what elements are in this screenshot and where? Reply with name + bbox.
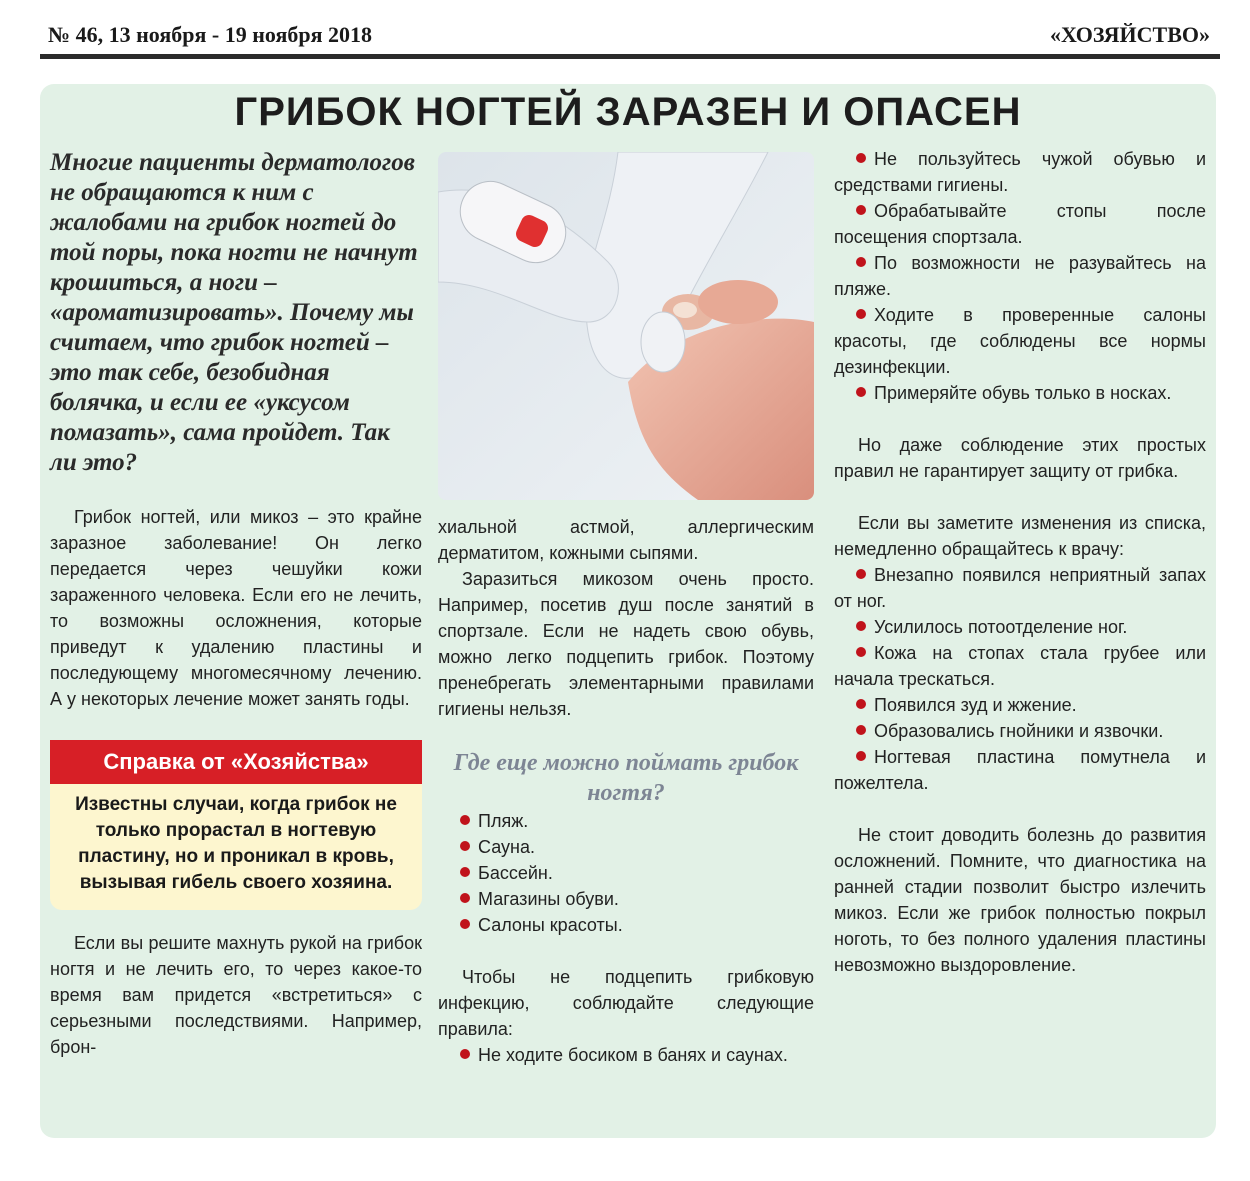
bullet-icon [460, 815, 470, 825]
rules-list-cont [834, 146, 1206, 406]
bullet-icon [460, 867, 470, 877]
bullet-icon [856, 751, 866, 761]
places-subhead: Где еще можно поймать грибок ногтя? [453, 750, 799, 806]
paragraph: Если вы заметите изменения из списка, немедленно обращайтесь к врачу: [834, 513, 1206, 559]
list-item: Усилилось потоотделение ног. [834, 614, 1206, 640]
list-item: Магазины обуви. [438, 886, 814, 912]
infobox-text: Известны случаи, когда грибок не только прорастал в ногтевую пластину, но и проникал в кровь, вызывая гибель своего хозяина. [50, 784, 422, 910]
bullet-icon [856, 387, 866, 397]
bullet-icon [460, 893, 470, 903]
list-item: Не ходите босиком в банях и саунах. [438, 1042, 814, 1068]
bullet-icon [856, 309, 866, 319]
issue-info: № 46, 13 ноября - 19 ноября 2018 [48, 22, 373, 47]
article-headline: ГРИБОК НОГТЕЙ ЗАРАЗЕН И ОПАСЕН [234, 90, 1022, 134]
paragraph: Если вы решите махнуть рукой на грибок ногтя и не лечить его, то через какое-то время вам придется «встретиться» с серьезными последствиями. Например, брон- [50, 933, 422, 1057]
list-item: Образовались гнойники и язвочки. [834, 718, 1206, 744]
list-item: Внезапно появился неприятный запах от ног. [834, 565, 1206, 611]
bullet-icon [856, 647, 866, 657]
list-item: Салоны красоты. [438, 912, 814, 938]
paragraph: Но даже соблюдение этих простых правил не гарантирует защиту от грибка. [834, 435, 1206, 481]
bullet-icon [460, 841, 470, 851]
list-item: Ногтевая пластина помутнела и пожелтела. [834, 747, 1206, 793]
list-item: Появился зуд и жжение. [834, 692, 1206, 718]
newspaper-header [40, 14, 1220, 59]
paragraph: Не стоит доводить болезнь до развития осложнений. Помните, что диагностика на ранней стадии позволит быстро излечить микоз. Если же грибок полностью покрыл ноготь, то без полного удаления пластины невозможно выздоровление. [834, 825, 1206, 975]
publication-name: «ХОЗЯЙСТВО» [1049, 22, 1210, 47]
bullet-icon [460, 1049, 470, 1059]
bullet-icon [460, 919, 470, 929]
list-item: Не пользуйтесь чужой обувью и средствами гигиены. [834, 149, 1206, 195]
bullet-icon [856, 153, 866, 163]
paragraph: Заразиться микозом очень просто. Например, посетив душ после занятий в спортзале. Если не надеть свою обувь, можно легко подцепить грибок. Поэтому пренебрегать элементарными правилами гигиены нельзя. [438, 569, 814, 719]
places-list [438, 808, 814, 938]
bullet-icon [856, 205, 866, 215]
paragraph: Чтобы не подцепить грибковую инфекцию, соблюдайте следующие правила: [438, 967, 814, 1039]
article-photo [438, 152, 814, 500]
symptoms-list [834, 562, 1206, 796]
list-item: Примеряйте обувь только в носках. [834, 380, 1206, 406]
list-item: По возможности не разувайтесь на пляже. [834, 253, 1206, 299]
rules-list-start [438, 1042, 814, 1068]
bullet-icon [856, 699, 866, 709]
bullet-icon [856, 569, 866, 579]
column-1 [50, 146, 422, 1060]
paragraph: хиальной астмой, аллергическим дерматитом, кожными сыпями. [438, 517, 814, 563]
list-item: Бассейн. [438, 860, 814, 886]
list-item: Кожа на стопах стала грубее или начала трескаться. [834, 643, 1206, 689]
bullet-icon [856, 725, 866, 735]
list-item: Ходите в проверенные салоны красоты, где соблюдены все нормы дезинфекции. [834, 305, 1206, 377]
list-item: Сауна. [438, 834, 814, 860]
column-3 [834, 146, 1206, 978]
column-2 [438, 146, 814, 1068]
article-panel [40, 84, 1216, 1138]
paragraph: Грибок ногтей, или микоз – это крайне заразное заболевание! Он легко передается через чешуйки кожи зараженного человека. Если его не лечить, то возможны осложнения, которые приведут к удалению пластины и последующему многомесячному лечению. А у некоторых лечение может занять годы. [50, 507, 422, 709]
foot-treatment-image [438, 152, 814, 500]
bullet-icon [856, 621, 866, 631]
list-item: Пляж. [438, 808, 814, 834]
infobox-title: Справка от «Хозяйства» [50, 740, 422, 784]
list-item: Обрабатывайте стопы после посещения спортзала. [834, 201, 1206, 247]
article-lead: Многие пациенты дерматологов не обращаются к ним с жалобами на грибок ногтей до той поры, пока ногти не начнут крошиться, а ноги – «ароматизировать». Почему мы считаем, что грибок ногтей – это так себе, безобидная болячка, и если ее «уксусом помазать», сама пройдет. Так ли это? [50, 149, 418, 476]
bullet-icon [856, 257, 866, 267]
